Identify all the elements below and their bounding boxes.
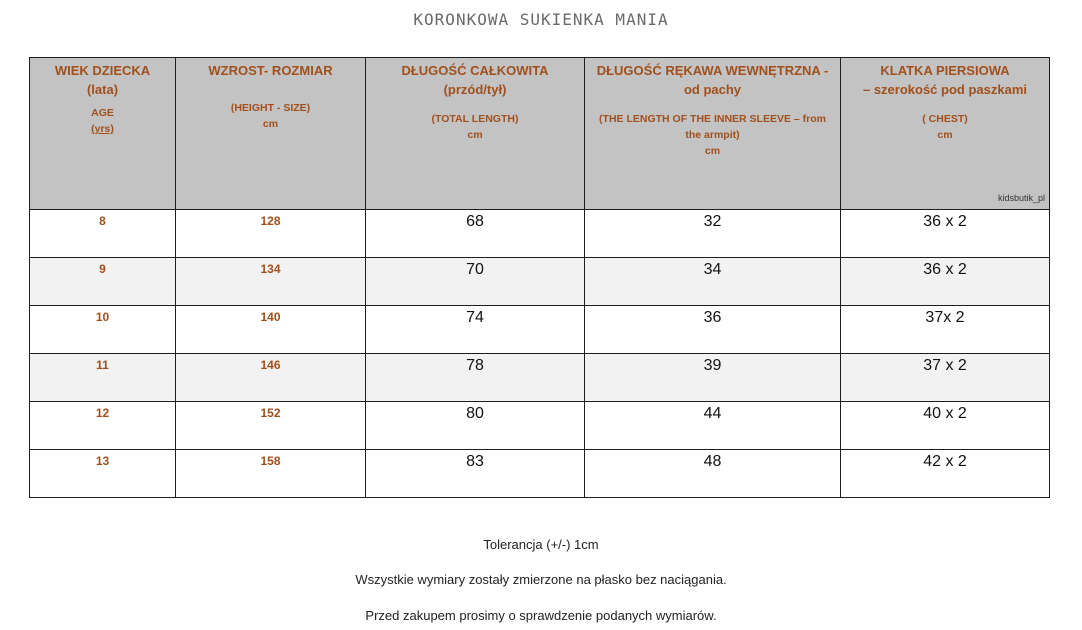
table-header-row bbox=[30, 58, 1050, 210]
cell-chest: 36 x 2 bbox=[841, 258, 1050, 306]
cell-age: 13 bbox=[30, 450, 176, 498]
cell-sleeve-length: 39 bbox=[585, 354, 841, 402]
cell-height: 128 bbox=[176, 210, 366, 258]
table-row bbox=[30, 354, 1050, 402]
table-row bbox=[30, 210, 1050, 258]
cell-age: 9 bbox=[30, 258, 176, 306]
size-table bbox=[29, 57, 1050, 498]
header-age bbox=[30, 58, 176, 210]
cell-age: 10 bbox=[30, 306, 176, 354]
header-height-title: WZROST- ROZMIAR bbox=[208, 63, 333, 78]
cell-age: 8 bbox=[30, 210, 176, 258]
cell-height: 158 bbox=[176, 450, 366, 498]
table-row bbox=[30, 258, 1050, 306]
cell-height: 134 bbox=[176, 258, 366, 306]
header-total-length-title: DŁUGOŚĆ CAŁKOWITA (przód/tył) bbox=[401, 63, 549, 97]
header-sleeve-subtitle: (THE LENGTH OF THE INNER SLEEVE – from the armpit) cm bbox=[599, 113, 826, 157]
cell-sleeve-length: 32 bbox=[585, 210, 841, 258]
header-sleeve-title: DŁUGOŚĆ RĘKAWA WEWNĘTRZNA - od pachy bbox=[596, 63, 829, 97]
cell-chest: 36 x 2 bbox=[841, 210, 1050, 258]
cell-total-length: 78 bbox=[366, 354, 585, 402]
header-sleeve-length bbox=[585, 58, 841, 210]
cell-sleeve-length: 48 bbox=[585, 450, 841, 498]
cell-total-length: 83 bbox=[366, 450, 585, 498]
header-age-subtitle: AGE (yrs) bbox=[91, 107, 114, 135]
cell-height: 146 bbox=[176, 354, 366, 402]
header-height-size bbox=[176, 58, 366, 210]
table-row bbox=[30, 450, 1050, 498]
table-row bbox=[30, 402, 1050, 450]
header-chest-title: KLATKA PIERSIOWA – szerokość pod paszkami bbox=[862, 63, 1027, 97]
cell-age: 12 bbox=[30, 402, 176, 450]
cell-total-length: 70 bbox=[366, 258, 585, 306]
cell-age: 11 bbox=[30, 354, 176, 402]
header-chest bbox=[841, 58, 1050, 210]
cell-total-length: 68 bbox=[366, 210, 585, 258]
cell-total-length: 80 bbox=[366, 402, 585, 450]
header-chest-subtitle: ( CHEST) cm bbox=[922, 113, 968, 141]
cell-height: 140 bbox=[176, 306, 366, 354]
cell-sleeve-length: 34 bbox=[585, 258, 841, 306]
cell-chest: 42 x 2 bbox=[841, 450, 1050, 498]
page-title: KORONKOWA SUKIENKA MANIA bbox=[413, 10, 669, 29]
header-age-title: WIEK DZIECKA (lata) bbox=[54, 63, 151, 97]
cell-sleeve-length: 36 bbox=[585, 306, 841, 354]
header-total-length-subtitle: (TOTAL LENGTH) cm bbox=[431, 113, 519, 141]
cell-chest: 37x 2 bbox=[841, 306, 1050, 354]
header-total-length bbox=[366, 58, 585, 210]
check-before-purchase-note: Przed zakupem prosimy o sprawdzenie podanych wymiarów. bbox=[365, 608, 717, 623]
cell-height: 152 bbox=[176, 402, 366, 450]
cell-chest: 37 x 2 bbox=[841, 354, 1050, 402]
table-row bbox=[30, 306, 1050, 354]
cell-total-length: 74 bbox=[366, 306, 585, 354]
watermark: kidsbutik_pl bbox=[997, 193, 1045, 203]
measurement-note: Wszystkie wymiary zostały zmierzone na płasko bez naciągania. bbox=[355, 572, 727, 587]
header-height-subtitle: (HEIGHT - SIZE) cm bbox=[230, 102, 311, 130]
cell-sleeve-length: 44 bbox=[585, 402, 841, 450]
tolerance-note: Tolerancja (+/-) 1cm bbox=[483, 537, 599, 552]
cell-chest: 40 x 2 bbox=[841, 402, 1050, 450]
